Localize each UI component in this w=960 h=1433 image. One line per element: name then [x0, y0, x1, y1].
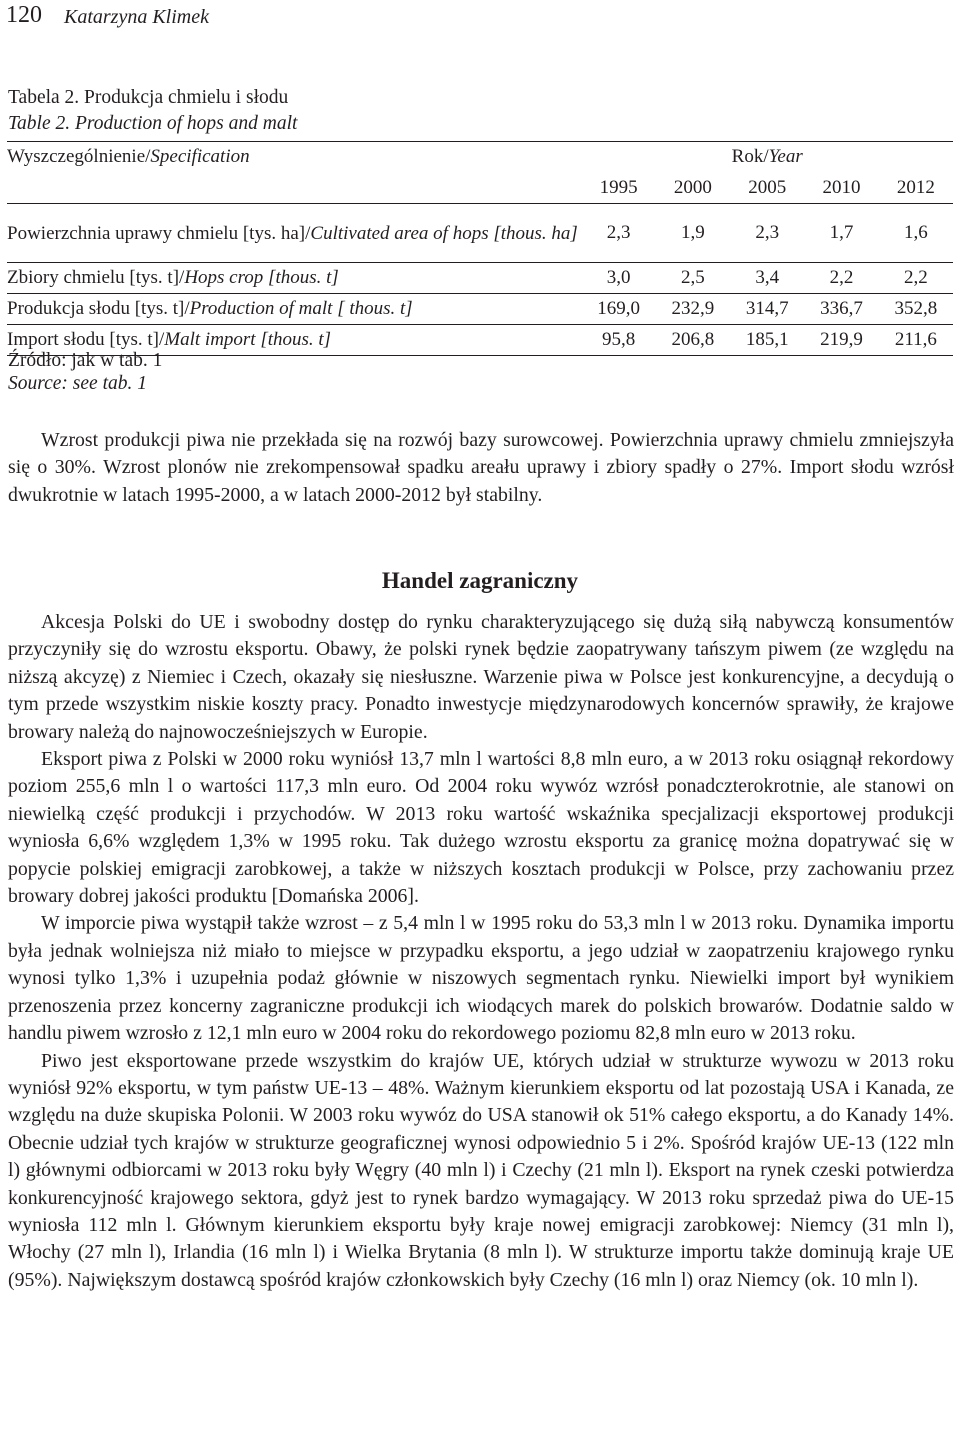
table-cell: 1,7 [804, 204, 878, 263]
spec-header [7, 142, 581, 204]
section-heading: Handel zagraniczny [381, 568, 579, 593]
table-caption-en: Table 2. Production of hops and malt [8, 113, 298, 134]
table-cell: 232,9 [656, 294, 730, 325]
page-number: 120 [6, 2, 42, 28]
table-cell: 2,2 [804, 263, 878, 294]
year-cell: 2012 [879, 173, 953, 204]
year-cell: 1995 [581, 173, 655, 204]
table-cell: 185,1 [730, 325, 804, 356]
table-row [7, 294, 953, 325]
row-label-pl: Powierzchnia uprawy chmielu [tys. ha]/ [7, 222, 311, 244]
body-block-1 [8, 427, 954, 509]
row-label-en: Malt import [thous. t] [164, 329, 332, 350]
spec-header-pl: Wyszczególnienie/ [7, 146, 151, 167]
year-cell: 2005 [730, 173, 804, 204]
row-label-pl: Produkcja słodu [tys. t]/ [7, 298, 190, 319]
table-cell: 2,2 [879, 263, 953, 294]
running-title: Katarzyna Klimek [64, 6, 209, 28]
table-cell: 95,8 [581, 325, 655, 356]
row-label-pl: Import słodu [tys. t]/ [7, 329, 165, 350]
paragraph: Akcesja Polski do UE i swobodny dostęp do rynku charakteryzującego się dużą siłą nabywczą konsumentów przyczyniły się do wzrostu eksportu. Obawy, że polski rynek będzie zaopatrywany tańszym piwem (ze względu na niższą akcyzę) z Niemiec i Czech, okazały się niesłuszne. Warzenie piwa w Polsce jest konkurencyjne, a decydują o tym przede wszystkim niskie koszty pracy. Ponadto inwestycje międzynarodowych koncernów sprawiły, że krajowe browary należą do najnowocześniejszych w Europie. [8, 611, 954, 743]
year-cell: 2000 [656, 173, 730, 204]
table-cell: 336,7 [804, 294, 878, 325]
row-label-en: Hops crop [thous. t] [184, 267, 339, 288]
row-label-en: Production of malt [ thous. t] [189, 298, 413, 319]
table-source-en: Source: see tab. 1 [8, 373, 147, 394]
table-cell: 1,9 [656, 204, 730, 263]
table-cell: 169,0 [581, 294, 655, 325]
table-cell: 352,8 [879, 294, 953, 325]
table-cell: 219,9 [804, 325, 878, 356]
table-cell: 206,8 [656, 325, 730, 356]
table-cell: 1,6 [879, 204, 953, 263]
data-table [7, 141, 953, 356]
table-cell: 2,3 [730, 204, 804, 263]
body-block-2 [8, 609, 954, 1294]
row-label-pl: Zbiory chmielu [tys. t]/ [7, 267, 185, 288]
table-caption-pl: Tabela 2. Produkcja chmielu i słodu [8, 87, 289, 108]
paragraph: Piwo jest eksportowane przede wszystkim do krajów UE, których udział w strukturze wywozu w 2013 roku wyniósł 92% eksportu, w tym państw UE-13 – 48%. Ważnym kierunkiem eksportu od lat pozostają USA i Kanada, ze względu na duże skupiska Polonii. W 2003 roku wywóz do USA stanowił ok 51% całego eksportu, a do Kanady 14%. Obecnie udział tych krajów w strukturze geograficznej wynosi odpowiednio 5 i 2%. Spośród krajów UE-13 (122 mln l) głównymi odbiorcami w 2013 roku były Węgry (40 mln l) i Czechy (21 mln l). Eksport na rynek czeski potwierdza konkurencyjność krajowego sektora, gdyż jest to rynek bardzo wymagający. W 2013 roku sprzedaż piwa do UE-15 wyniosła 112 mln l. Głównym kierunkiem eksportu były kraje nowej emigracji zarobkowej: Niemcy (31 mln l), Włochy (27 mln l), Irlandia (16 mln l) i Wielka Brytania (8 mln l). W strukturze importu także dominują kraje UE (95%). Największym dostawcą spośród krajów członkowskich były Czechy (16 mln l) oraz Niemcy (ok. 10 mln l). [8, 1049, 954, 1291]
table-cell: 314,7 [730, 294, 804, 325]
table-cell: 3,0 [581, 263, 655, 294]
year-header-en: Year [768, 146, 803, 168]
row-label [7, 294, 581, 325]
page-header [0, 2, 960, 38]
table-cell: 2,3 [581, 204, 655, 263]
spec-header-en: Specification [150, 146, 250, 167]
row-label [7, 204, 581, 263]
table-cell: 2,5 [656, 263, 730, 294]
year-cell: 2010 [804, 173, 878, 204]
year-header-pl: Rok/ [731, 146, 769, 168]
table-source-pl: Źródło: jak w tab. 1 [8, 350, 163, 371]
table-row [7, 204, 953, 263]
row-label-en: Cultivated area of hops [thous. ha] [310, 222, 578, 244]
row-label [7, 263, 581, 294]
paragraph: Eksport piwa z Polski w 2000 roku wyniósł 13,7 mln l wartości 8,8 mln euro, a w 2013 roku osiągnął rekordowy poziom 255,6 mln l o wartości 117,3 mln euro. Od 2004 roku wywóz wzrósł ponadczterokrotnie, ale stanowi on niewielką część produkcji i przychodów. W 2013 roku wartość wskaźnika specjalizacji eksportowej produkcji wyniosła 6,6% względem 1,3% w 1995 roku. Tak dużego wzrostu eksportu za granicę można dopatrywać się w popycie polskiej emigracji zarobkowej, a także w niższych kosztach produkcji w Polsce, przy zachowaniu przez browary dobrej jakości produktu [Domańska 2006]. [8, 748, 954, 908]
table-cell: 211,6 [879, 325, 953, 356]
table-row [7, 263, 953, 294]
table-cell: 3,4 [730, 263, 804, 294]
paragraph: W imporcie piwa wystąpił także wzrost – z 5,4 mln l w 1995 roku do 53,3 mln l w 2013 roku. Dynamika importu była jednak wolniejsza niż miało to miejsce w przypadku eksportu, a jego udział w zaopatrzeniu krajowego rynku wynosi tylko 1,3% i uzupełnia podaż głównie w niszowych segmentach rynku. Niewielki import był wynikiem przenoszenia przez koncerny zagraniczne produkcji ich wiodących marek do polskich browarów. Dodatnie saldo w handlu piwem wzrosło z 12,1 mln euro w 2004 roku do rekordowego poziomu 82,8 mln euro w 2013 roku. [8, 912, 954, 1045]
paragraph: Wzrost produkcji piwa nie przekłada się na rozwój bazy surowcowej. Powierzchnia uprawy chmielu zmniejszyła się o 30%. Wzrost plonów nie zrekompensował spadku areału uprawy i zbiory spadły o 27%. Import słodu wzrósł dwukrotnie w latach 1995-2000, a w latach 2000-2012 był stabilny. [8, 429, 954, 506]
year-header [581, 142, 953, 173]
